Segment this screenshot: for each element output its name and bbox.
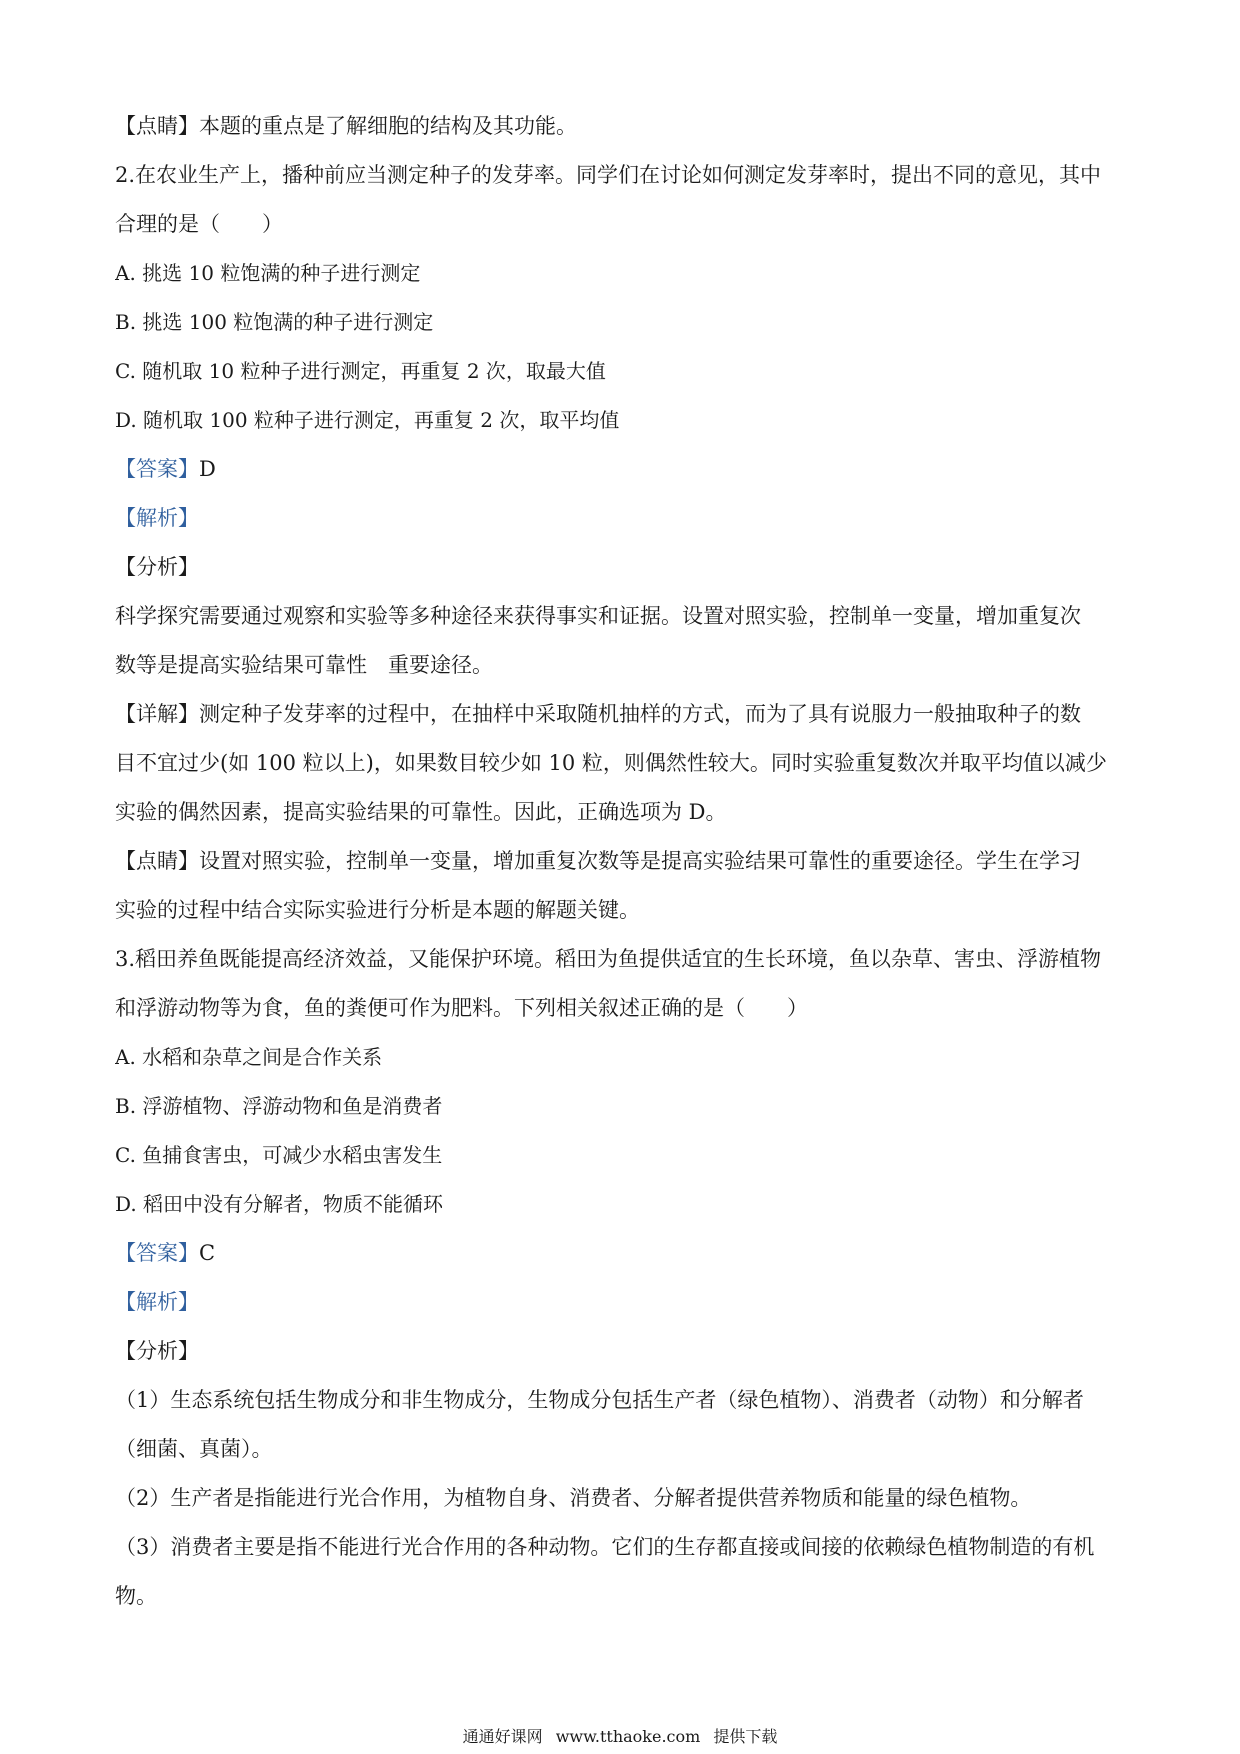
document-body [115,102,1130,1621]
question-2 [115,151,1130,935]
q3-answer-value: C [199,1241,216,1265]
q2-answer [115,445,1130,494]
page-footer [0,1726,1240,1748]
q3-point-2-line-1: （2）生产者是指能进行光合作用，为植物自身、消费者、分解者提供营养物质和能量的绿色植物。 [115,1486,1032,1510]
q2-detail-line-3: 实验的偶然因素，提高实验结果的可靠性。因此，正确选项为 D。 [115,800,727,824]
q2-option-c: C. 随机取 10 粒种子进行测定，再重复 2 次，取最大值 [115,359,606,383]
q2-detail-line-1: 【详解】测定种子发芽率的过程中，在抽样中采取随机抽样的方式，而为了具有说服力一般抽取种子的数 [115,702,1081,726]
footer-suffix: 提供下载 [713,1727,778,1746]
q3-answer-tag: 【答案】 [115,1241,199,1265]
q2-option-a: A. 挑选 10 粒饱满的种子进行测定 [115,261,421,285]
q3-stem-line-1: 3.稻田养鱼既能提高经济效益，又能保护环境。稻田为鱼提供适宜的生长环境，鱼以杂草、害虫、浮游植物 [115,947,1102,971]
q2-detail-line-2: 目不宜过少(如 100 粒以上)，如果数目较少如 10 粒，则偶然性较大。同时实验重复数次并取平均值以减少 [115,751,1107,775]
q3-point-1-line-1: （1）生态系统包括生物成分和非生物成分，生物成分包括生产者（绿色植物）、消费者（动物）和分解者 [115,1388,1084,1412]
q2-comment-line-1: 【点睛】设置对照实验，控制单一变量，增加重复次数等是提高实验结果可靠性的重要途径。学生在学习 [115,849,1081,873]
q2-fenxi-line-2: 数等是提高实验结果可靠性 重要途径。 [115,653,493,677]
q2-stem-line-1: 2.在农业生产上，播种前应当测定种子的发芽率。同学们在讨论如何测定发芽率时，提出不同的意见，其中 [115,163,1102,187]
q3-fenxi-tag: 【分析】 [115,1339,199,1363]
q3-answer [115,1229,1130,1278]
q3-point-1-line-2: （细菌、真菌）。 [115,1437,273,1461]
q2-option-d: D. 随机取 100 粒种子进行测定，再重复 2 次，取平均值 [115,408,620,432]
footer-url[interactable]: www.tthaoke.com [555,1727,701,1746]
q3-point-3-line-2: 物。 [115,1584,157,1608]
q2-fenxi-tag: 【分析】 [115,555,199,579]
q3-option-c: C. 鱼捕食害虫，可减少水稻虫害发生 [115,1143,443,1167]
q2-answer-value: D [199,457,216,481]
q2-option-b: B. 挑选 100 粒饱满的种子进行测定 [115,310,434,334]
q3-stem-line-2: 和浮游动物等为食，鱼的粪便可作为肥料。下列相关叙述正确的是（ ） [115,996,808,1020]
q2-comment-line-2: 实验的过程中结合实际实验进行分析是本题的解题关键。 [115,898,640,922]
q2-fenxi-line-1: 科学探究需要通过观察和实验等多种途径来获得事实和证据。设置对照实验，控制单一变量，增加重复次 [115,604,1081,628]
q3-point-3-line-1: （3）消费者主要是指不能进行光合作用的各种动物。它们的生存都直接或间接的依赖绿色植物制造的有机 [115,1535,1095,1559]
question-3 [115,935,1130,1621]
q2-analysis-tag: 【解析】 [115,506,199,530]
q3-analysis-tag: 【解析】 [115,1290,199,1314]
q2-stem-line-2: 合理的是（ ） [115,212,283,236]
q3-option-a: A. 水稻和杂草之间是合作关系 [115,1045,383,1069]
q3-option-b: B. 浮游植物、浮游动物和鱼是消费者 [115,1094,443,1118]
intro-comment: 【点睛】本题的重点是了解细胞的结构及其功能。 [115,114,577,138]
q3-option-d: D. 稻田中没有分解者，物质不能循环 [115,1192,444,1216]
footer-site-name: 通通好课网 [462,1727,543,1746]
q2-answer-tag: 【答案】 [115,457,199,481]
